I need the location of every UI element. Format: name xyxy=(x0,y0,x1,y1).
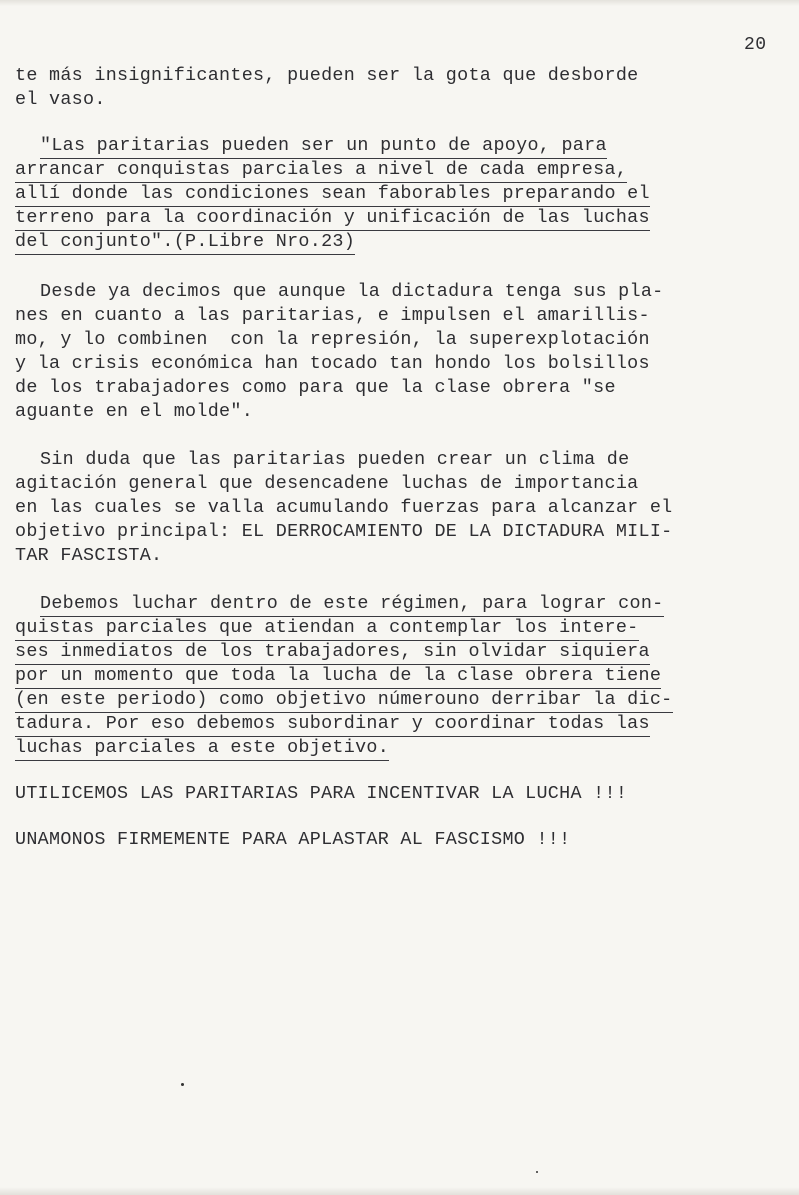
quote-line: "Las paritarias pueden ser un punto de apoyo, para xyxy=(40,134,607,159)
quote-line: allí donde las condiciones sean faborables preparando el xyxy=(15,182,650,207)
text-line: aguante en el molde". xyxy=(15,401,254,422)
text-line: Desde ya decimos que aunque la dictadura tenga sus pla- xyxy=(40,281,664,302)
underlined-line: quistas parciales que atiendan a contemplar los intere- xyxy=(15,616,639,641)
paper-speck xyxy=(536,1171,538,1173)
underlined-line: (en este periodo) como objetivo númerouno derribar la dic- xyxy=(15,688,673,713)
page-top-edge xyxy=(0,0,799,6)
text-line: y la crisis económica han tocado tan hondo los bolsillos xyxy=(15,353,650,374)
text-line: nes en cuanto a las paritarias, e impulsen el amarillis- xyxy=(15,305,650,326)
paper-speck xyxy=(181,1083,184,1086)
slogan-paritarias: UTILICEMOS LAS PARITARIAS PARA INCENTIVAR LA LUCHA !!! xyxy=(15,783,628,804)
underlined-line: tadura. Por eso debemos subordinar y coordinar todas las xyxy=(15,712,650,737)
quote-line: arrancar conquistas parciales a nivel de cada empresa, xyxy=(15,158,627,183)
underlined-line: Debemos luchar dentro de este régimen, para lograr con- xyxy=(40,592,664,617)
slogan-fascismo: UNAMONOS FIRMEMENTE PARA APLASTAR AL FASCISMO !!! xyxy=(15,829,571,850)
text-line: Sin duda que las paritarias pueden crear un clima de xyxy=(40,449,630,470)
underlined-line: luchas parciales a este objetivo. xyxy=(15,736,389,761)
text-line: en las cuales se valla acumulando fuerzas para alcanzar el xyxy=(15,497,673,518)
quote-line: terreno para la coordinación y unificación de las luchas xyxy=(15,206,650,231)
text-line: agitación general que desencadene luchas de importancia xyxy=(15,473,639,494)
text-line: el vaso. xyxy=(15,89,106,110)
text-line: te más insignificantes, pueden ser la gota que desborde xyxy=(15,65,639,86)
underlined-line: por un momento que toda la lucha de la clase obrera tiene xyxy=(15,664,661,689)
text-line: mo, y lo combinen con la represión, la superexplotación xyxy=(15,329,650,350)
page-number: 20 xyxy=(744,35,767,55)
text-line: TAR FASCISTA. xyxy=(15,545,163,566)
text-line: objetivo principal: EL DERROCAMIENTO DE LA DICTADURA MILI- xyxy=(15,521,673,542)
page-bottom-edge xyxy=(0,1187,799,1195)
quote-line: del conjunto".(P.Libre Nro.23) xyxy=(15,230,355,255)
text-line: de los trabajadores como para que la clase obrera "se xyxy=(15,377,616,398)
underlined-line: ses inmediatos de los trabajadores, sin olvidar siquiera xyxy=(15,640,650,665)
